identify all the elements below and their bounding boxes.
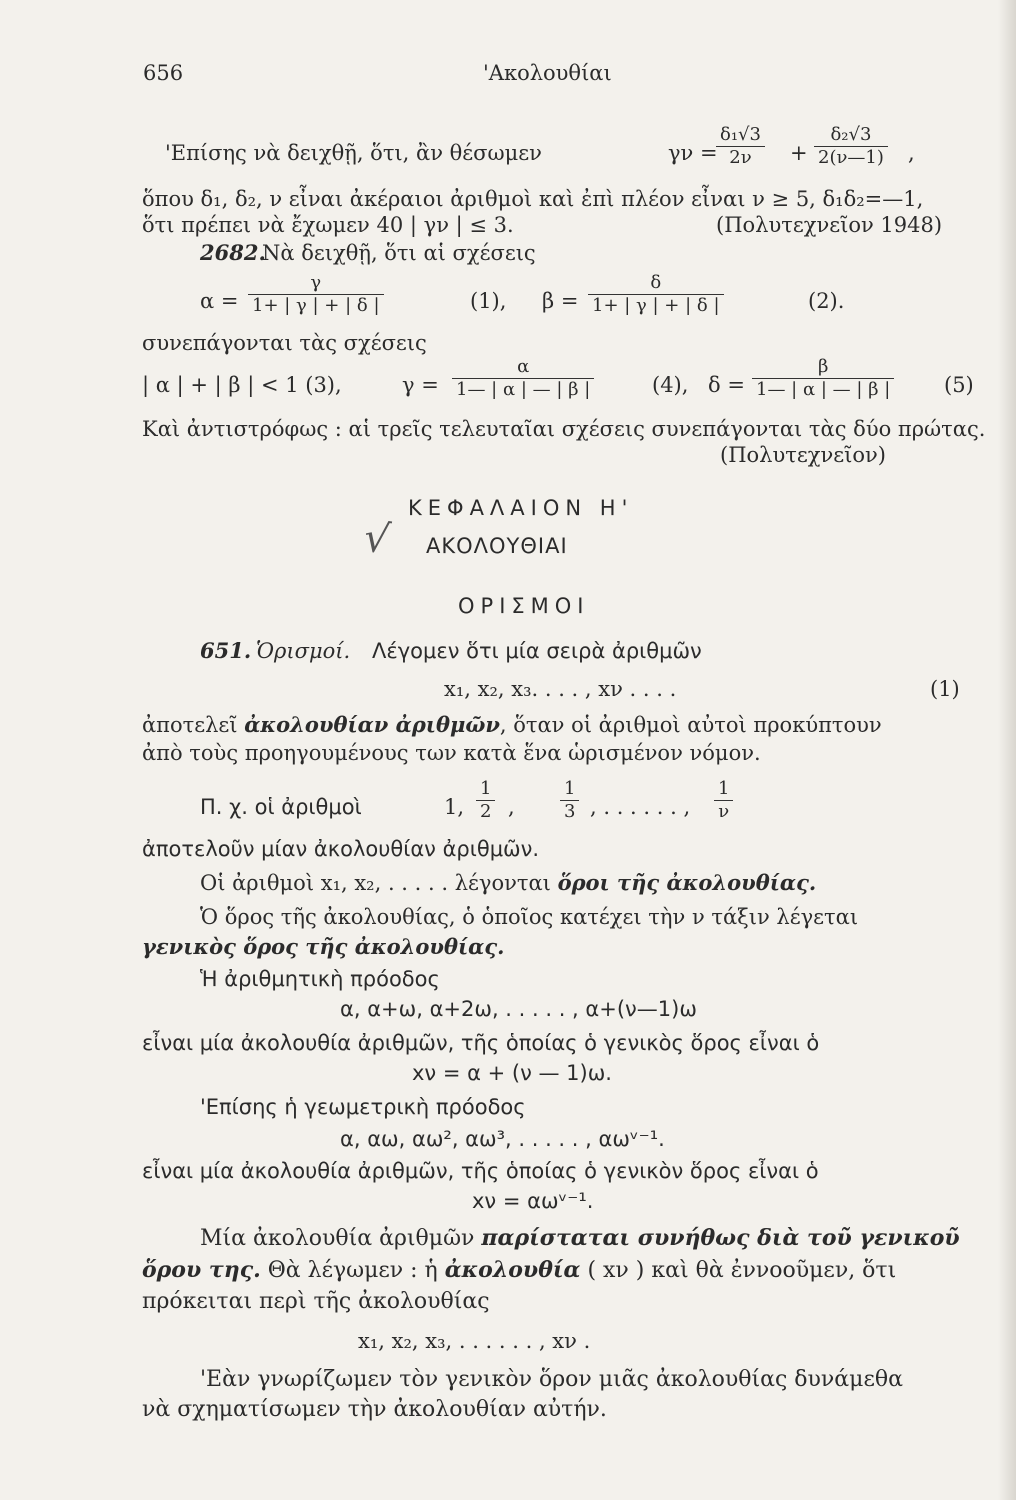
check-mark-icon: √ (360, 514, 393, 564)
chapter-title: ΚΕΦΑΛΑΙΟΝ Η' (408, 496, 634, 520)
fraction-one-third (560, 778, 579, 823)
source-citation: (Πολυτεχνεῖον) (720, 443, 886, 467)
paragraph-line (200, 870, 816, 896)
fraction-delta2 (814, 124, 888, 169)
equation-label-2: (2). (808, 289, 845, 313)
text: , ὅταν οἱ ἀριθμοὶ αὐτοὶ προκύπτουν (499, 713, 882, 737)
equation-label-5: (5) (944, 373, 974, 397)
gamma-equals: γ = (402, 373, 439, 397)
source-citation: (Πολυτεχνεῖον 1948) (716, 213, 943, 237)
alpha-equals: α = (200, 289, 239, 313)
fraction-alpha (248, 272, 384, 317)
problem-text-line2: ὅπου δ₁, δ₂, ν εἶναι ἀκέραιοι ἀριθμοὶ καὶ ἐπὶ πλέον εἶναι ν ≥ 5, δ₁δ₂=—1, (142, 187, 924, 211)
example-result: ἀποτελοῦν μίαν ἀκολουθίαν ἀριθμῶν. (142, 837, 540, 861)
fraction-numerator: α (517, 356, 530, 377)
geom-sequence: α, αω, αω², αω³, . . . . . , αωᵛ⁻¹. (340, 1127, 665, 1151)
fraction-denominator: 2ν (716, 146, 765, 169)
fraction-one-over-n (714, 778, 733, 823)
geom-description: εἶναι μία ἀκολουθία ἀριθμῶν, τῆς ὁποίας ὁ γενικὸν ὅρος εἶναι ὁ (142, 1159, 819, 1183)
arith-description: εἶναι μία ἀκολουθία ἀριθμῶν, τῆς ὁποίας ὁ γενικὸς ὅρος εἶναι ὁ (142, 1031, 820, 1055)
emphasized-term: ὅροι τῆς ἀκολουθίας. (557, 870, 817, 895)
arith-intro: Ἡ ἀριθμητικὴ πρόοδος (200, 967, 440, 991)
text: Μία ἀκολουθία ἀριθμῶν (200, 1226, 475, 1251)
chapter-subtitle: ΑΚΟΛΟΥΘΙΑΙ (426, 534, 568, 558)
fraction-beta (588, 272, 724, 317)
section-heading: ΟΡΙΣΜΟΙ (458, 594, 590, 618)
sequence-x: x₁, x₂, x₃. . . . , xν . . . . (444, 677, 677, 701)
arith-formula: xν = α + (ν — 1)ω. (412, 1061, 612, 1085)
section-intro: Λέγομεν ὅτι μία σειρὰ ἀριθμῶν (372, 639, 702, 663)
example-intro: Π. χ. οἱ ἀριθμοὶ (200, 795, 362, 819)
geom-formula: xν = αωᵛ⁻¹. (472, 1189, 594, 1213)
fraction-denominator: 1— | α | — | β | (452, 378, 594, 401)
delta-equals: δ = (708, 373, 745, 397)
comma: , (508, 795, 515, 819)
paragraph-line: Ὁ ὅρος τῆς ἀκολουθίας, ὁ ὁποῖος κατέχει τὴν ν τάξιν λέγεται (200, 905, 859, 929)
beta-equals: β = (542, 289, 579, 313)
ellipsis: , . . . . . . , (590, 795, 691, 819)
fraction-denominator: 1— | α | — | β | (752, 378, 894, 401)
fraction-delta (752, 356, 894, 401)
page-edge-shadow (998, 0, 1016, 1500)
fraction-numerator: 1 (480, 778, 492, 799)
emphasized-term: ἀκολουθία (444, 1257, 581, 1283)
fraction-denominator: 1+ | γ | + | δ | (588, 294, 724, 317)
plus-sign: + (790, 141, 808, 165)
paragraph-line (200, 1224, 960, 1253)
fraction-numerator: 1 (718, 778, 730, 799)
paragraph-line (142, 712, 882, 738)
emphasized-term: ἀκολουθίαν ἀριθμῶν (244, 712, 500, 737)
fraction-numerator: δ₂√3 (830, 124, 872, 145)
text: Οἱ ἀριθμοὶ x₁, x₂, . . . . . λέγονται (200, 871, 551, 895)
text: ( xν ) καὶ θὰ ἐννοοῦμεν, ὅτι (587, 1258, 897, 1283)
problem-intro: Νὰ δειχθῇ, ὅτι αἱ σχέσεις (262, 241, 536, 265)
problem-text-line1: 'Επίσης νὰ δειχθῇ, ὅτι, ἂν θέσωμεν (165, 141, 542, 165)
fraction-numerator: β (817, 356, 829, 377)
page-number: 656 (143, 61, 184, 85)
text: ἀποτελεῖ (142, 713, 238, 737)
arith-sequence: α, α+ω, α+2ω, . . . . . , α+(ν—1)ω (340, 997, 697, 1021)
converse-statement: Καὶ ἀντιστρόφως : αἱ τρεῖς τελευταῖαι σχέσεις συνεπάγονται τὰς δύο πρώτας. (142, 417, 986, 441)
fraction-denominator: 2 (476, 800, 495, 823)
implies-text: συνεπάγονται τὰς σχέσεις (142, 331, 427, 355)
fraction-numerator: δ₁√3 (720, 124, 761, 145)
fraction-denominator: ν (714, 800, 733, 823)
text: Θὰ λέγωμεν : ἡ (267, 1258, 438, 1283)
paragraph-line: νὰ σχηματίσωμεν τὴν ἀκολουθίαν αὐτήν. (142, 1397, 607, 1422)
problem-text-line3: ὅτι πρέπει νὰ ἔχωμεν 40 | γν | ≤ 3. (142, 213, 514, 237)
comma: , (908, 141, 915, 165)
fraction-denominator: 2(ν—1) (814, 146, 888, 169)
example-one: 1, (444, 795, 465, 819)
equation-label-1: (1) (930, 677, 960, 701)
equation-label-4: (4), (652, 373, 689, 397)
equation-label-1: (1), (470, 289, 507, 313)
fraction-numerator: δ (650, 272, 662, 293)
emphasized-term: ὅρου της. (142, 1257, 261, 1283)
paragraph-line: ἀπὸ τοὺς προηγουμένους των κατὰ ἕνα ὡρισμένον νόμον. (142, 741, 761, 765)
geom-intro: 'Επίσης ἡ γεωμετρικὴ πρόοδος (200, 1095, 526, 1119)
paragraph-line (142, 1256, 896, 1285)
gamma-v-label: γν = (668, 141, 718, 165)
relation-3: | α | + | β | < 1 (3), (142, 373, 342, 397)
paragraph-line: πρόκειται περὶ τῆς ἀκολουθίας (142, 1289, 490, 1314)
emphasized-term: γενικὸς ὅρος τῆς ἀκολουθίας. (142, 934, 505, 959)
sequence-x: x₁, x₂, x₃, . . . . . . , xν . (358, 1329, 591, 1353)
fraction-numerator: γ (310, 272, 322, 293)
fraction-denominator: 3 (560, 800, 579, 823)
paragraph-line: 'Εὰν γνωρίζωμεν τὸν γενικὸν ὅρον μιᾶς ἀκολουθίας δυνάμεθα (200, 1367, 903, 1392)
fraction-numerator: 1 (564, 778, 576, 799)
fraction-gamma (452, 356, 594, 401)
problem-number: 2682. (200, 240, 266, 265)
fraction-one-half (476, 778, 495, 823)
fraction-delta1 (716, 124, 765, 169)
running-title: 'Ακολουθίαι (483, 61, 612, 85)
fraction-denominator: 1+ | γ | + | δ | (248, 294, 384, 317)
section-number: 651. (200, 638, 252, 663)
emphasized-term: παρίσταται συνήθως διὰ τοῦ γενικοῦ (481, 1225, 960, 1251)
section-title: Ὁρισμοί. (256, 639, 351, 663)
